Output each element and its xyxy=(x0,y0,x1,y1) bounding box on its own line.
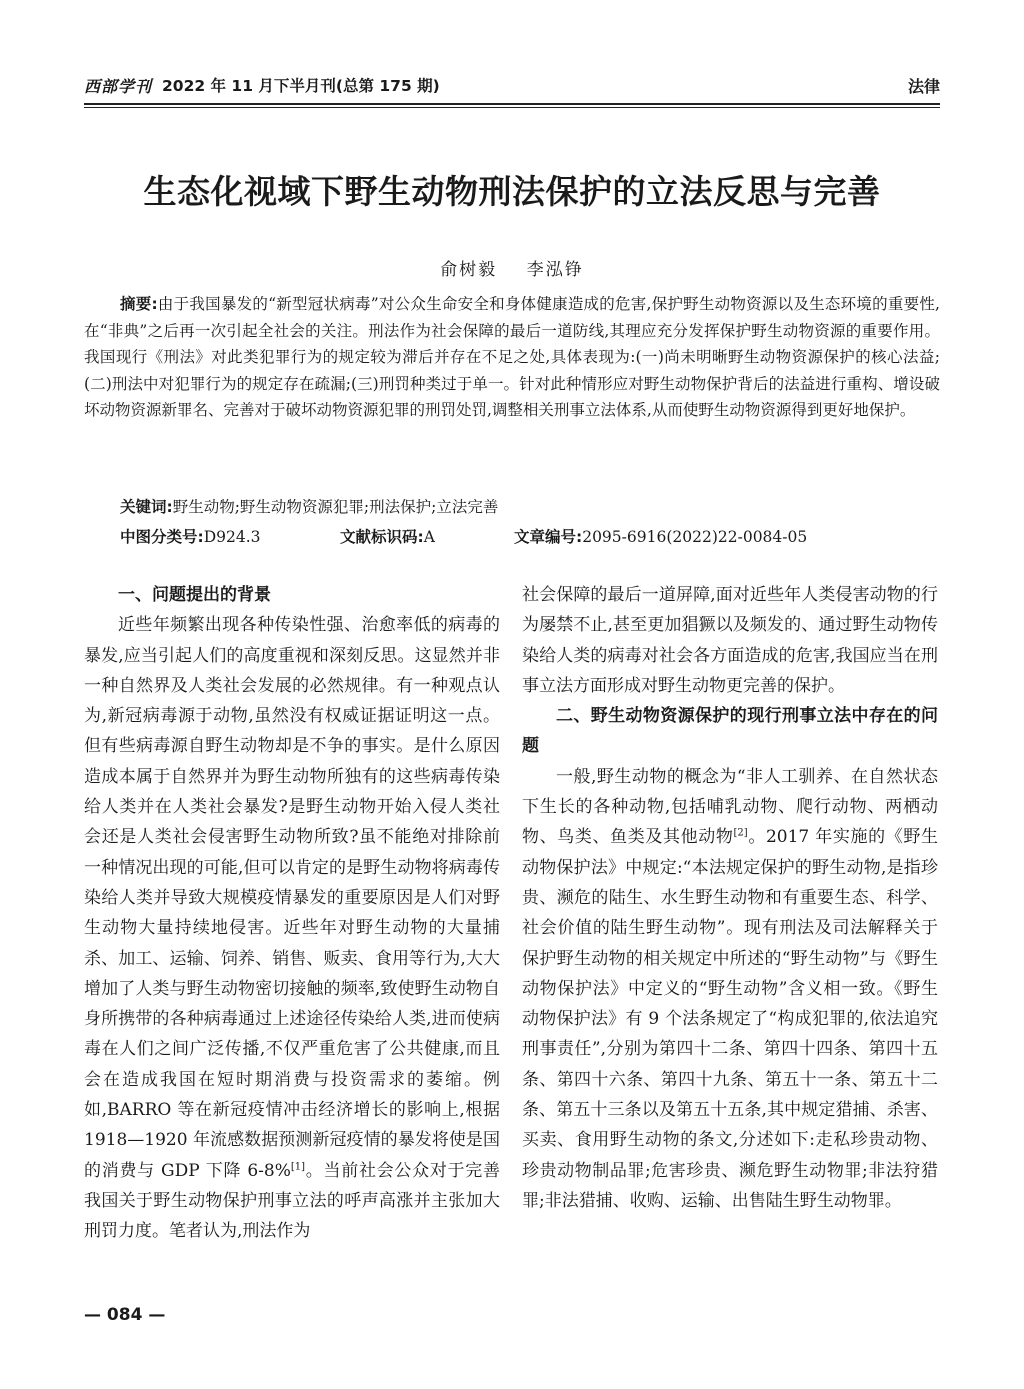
issue-info: 2022 年 11 月下半月刊(总第 175 期) xyxy=(162,77,440,95)
section-heading-2: 二、野生动物资源保护的现行刑事立法中存在的问题 xyxy=(522,706,938,757)
classification-line xyxy=(120,525,940,549)
right-column xyxy=(522,580,938,1216)
abstract-label: 摘要: xyxy=(120,295,158,313)
keywords xyxy=(120,495,940,517)
abstract xyxy=(84,291,940,424)
running-header xyxy=(84,72,940,102)
header-rule-thin xyxy=(84,107,940,108)
body-paragraph-continued: 社会保障的最后一道屏障,面对近些年人类侵害动物的行为屡禁不止,甚至更加猖獗以及频发的、通过野生动物传染给人类的病毒对社会各方面造成的危害,我国应当在刑事立法方面形成对野生动物更完善的保护。 xyxy=(522,585,938,696)
abstract-text: 由于我国暴发的“新型冠状病毒”对公众生命安全和身体健康造成的危害,保护野生动物资源以及生态环境的重要性,在“非典”之后再一次引起全社会的关注。刑法作为社会保障的最后一道防线,其理应充分发挥保护野生动物资源的重要作用。我国现行《刑法》对此类犯罪行为的规定较为滞后并存在不足之处,具体表现为:(一)尚未明晰野生动物资源保护的核心法益;(二)刑法中对犯罪行为的规定存在疏漏;(三)刑罚种类过于单一。针对此种情形应对野生动物保护背后的法益进行重构、增设破坏动物资源新罪名、完善对于破坏动物资源犯罪的刑罚处罚,调整相关刑事立法体系,从而使野生动物资源得到更好地保护。 xyxy=(84,295,940,419)
body-paragraph: 一般,野生动物的概念为“非人工驯养、在自然状态下生长的各种动物,包括哺乳动物、爬行动物、两栖动物、鸟类、鱼类及其他动物[2]。2017 年实施的《野生动物保护法》中规定:“本法规定保护的野生动物,是指珍贵、濒危的陆生、水生野生动物和有重要生态、科学、社会价值的陆生野生动物”。现有刑法及司法解释关于保护野生动物的相关规定中所述的“野生动物”与《野生动物保护法》中定义的“野生动物”含义相一致。《野生动物保护法》有 9 个法条规定了“构成犯罪的,依法追究刑事责任”,分别为第四十二条、第四十四条、第四十五条、第四十六条、第四十九条、第五十一条、第五十二条、第五十三条以及第五十五条,其中规定猎捕、杀害、买卖、食用野生动物的条文,分述如下:走私珍贵动物、珍贵动物制品罪;危害珍贵、濒危野生动物罪;非法狩猎罪;非法猎捕、收购、运输、出售陆生野生动物罪。 xyxy=(522,766,939,1211)
document-code: 文献标识码:A xyxy=(340,528,435,546)
article-title: 生态化视域下野生动物刑法保护的立法反思与完善 xyxy=(143,172,881,211)
keywords-label: 关键词: xyxy=(120,498,173,516)
journal-logo: 西部学刊 xyxy=(84,77,153,96)
authors: 俞树毅 李泓铮 xyxy=(440,260,584,280)
citation-ref: [1] xyxy=(290,1160,306,1172)
header-rule xyxy=(84,103,940,105)
article-number: 文章编号:2095-6916(2022)22-0084-05 xyxy=(514,528,808,546)
left-column xyxy=(84,580,500,1247)
section-heading-1: 一、问题提出的背景 xyxy=(118,585,271,605)
body-paragraph: 近些年频繁出现各种传染性强、治愈率低的病毒的暴发,应当引起人们的高度重视和深刻反思。这显然并非一种自然界及人类社会发展的必然规律。有一种观点认为,新冠病毒源于动物,虽然没有权威证据证明这一点。但有些病毒源自野生动物却是不争的事实。是什么原因造成本属于自然界并为野生动物所独有的这些病毒传染给人类并在人类社会暴发?是野生动物开始入侵人类社会还是人类社会侵害野生动物所致?虽不能绝对排除前一种情况出现的可能,但可以肯定的是野生动物将病毒传染给人类并导致大规模疫情暴发的重要原因是人们对野生动物大量持续地侵害。近些年对野生动物的大量捕杀、加工、运输、饲养、销售、贩卖、食用等行为,大大增加了人类与野生动物密切接触的频率,致使野生动物自身所携带的各种病毒通过上述途径传染给人类,进而使病毒在人们之间广泛传播,不仅严重危害了公共健康,而且会在造成我国在短时期消费与投资需求的萎缩。例如,BARRO 等在新冠疫情冲击经济增长的影响上,根据 1918—1920 年流感数据预测新冠疫情的暴发将使是国的消费与 GDP 下降 6-8%[1]。当前社会公众对于完善我国关于野生动物保护刑事立法的呼声高涨并主张加大刑罚力度。笔者认为,刑法作为 xyxy=(84,615,501,1242)
keywords-text: 野生动物;野生动物资源犯罪;刑法保护;立法完善 xyxy=(172,498,499,516)
clc-code: 中图分类号:D924.3 xyxy=(120,528,261,546)
citation-ref: [2] xyxy=(733,827,748,839)
section-label: 法律 xyxy=(907,77,940,96)
page-number: — 084 — xyxy=(84,1305,166,1325)
